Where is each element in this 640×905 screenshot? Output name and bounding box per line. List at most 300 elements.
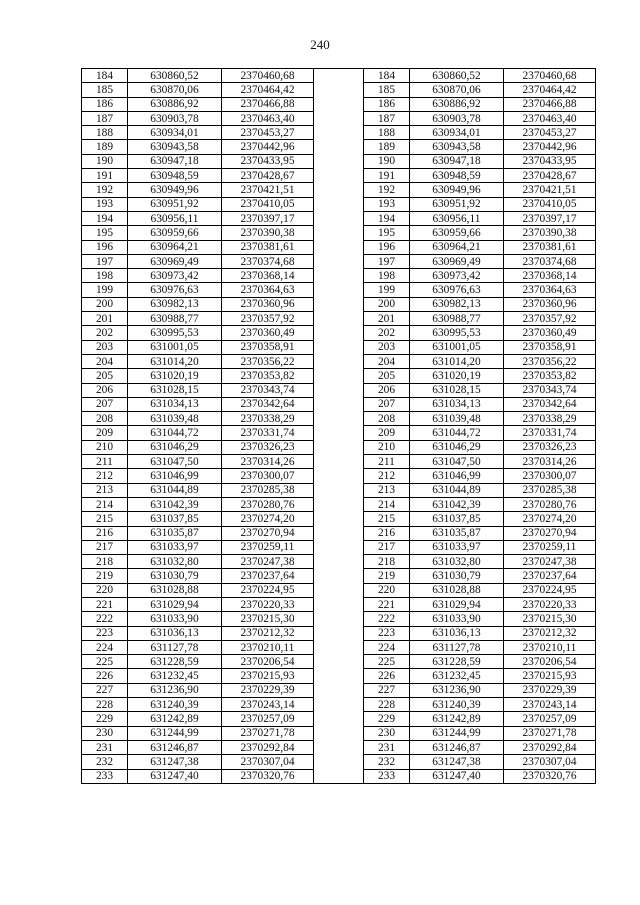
right-y-coordinate-cell: 2370421,51 — [504, 183, 596, 197]
left-x-coordinate-cell: 631034,13 — [128, 397, 222, 411]
right-y-coordinate-cell: 2370220,33 — [504, 597, 596, 611]
table-row — [82, 183, 596, 197]
column-gap — [314, 312, 364, 326]
right-point-number-cell: 188 — [364, 126, 410, 140]
left-y-coordinate-cell: 2370464,42 — [222, 83, 314, 97]
right-y-coordinate-cell: 2370442,96 — [504, 140, 596, 154]
left-point-number-cell: 215 — [82, 512, 128, 526]
left-y-coordinate-cell: 2370270,94 — [222, 526, 314, 540]
left-x-coordinate-cell: 630947,18 — [128, 154, 222, 168]
right-x-coordinate-cell: 631044,89 — [410, 483, 504, 497]
right-point-number-cell: 208 — [364, 412, 410, 426]
left-y-coordinate-cell: 2370460,68 — [222, 69, 314, 83]
right-y-coordinate-cell: 2370274,20 — [504, 512, 596, 526]
right-x-coordinate-cell: 630956,11 — [410, 211, 504, 225]
right-point-number-cell: 200 — [364, 297, 410, 311]
left-x-coordinate-cell: 630903,78 — [128, 111, 222, 125]
left-x-coordinate-cell: 630982,13 — [128, 297, 222, 311]
right-y-coordinate-cell: 2370212,32 — [504, 626, 596, 640]
left-y-coordinate-cell: 2370271,78 — [222, 726, 314, 740]
right-x-coordinate-cell: 631039,48 — [410, 412, 504, 426]
left-x-coordinate-cell: 630988,77 — [128, 312, 222, 326]
left-point-number-cell: 184 — [82, 69, 128, 83]
right-y-coordinate-cell: 2370357,92 — [504, 312, 596, 326]
right-x-coordinate-cell: 630969,49 — [410, 254, 504, 268]
right-point-number-cell: 189 — [364, 140, 410, 154]
left-x-coordinate-cell: 631028,88 — [128, 583, 222, 597]
left-point-number-cell: 213 — [82, 483, 128, 497]
left-point-number-cell: 204 — [82, 354, 128, 368]
right-y-coordinate-cell: 2370464,42 — [504, 83, 596, 97]
left-point-number-cell: 233 — [82, 769, 128, 783]
left-point-number-cell: 193 — [82, 197, 128, 211]
right-point-number-cell: 206 — [364, 383, 410, 397]
left-point-number-cell: 221 — [82, 597, 128, 611]
left-point-number-cell: 230 — [82, 726, 128, 740]
right-y-coordinate-cell: 2370215,30 — [504, 612, 596, 626]
left-y-coordinate-cell: 2370314,26 — [222, 455, 314, 469]
right-point-number-cell: 228 — [364, 698, 410, 712]
left-y-coordinate-cell: 2370220,33 — [222, 597, 314, 611]
table-row — [82, 483, 596, 497]
left-x-coordinate-cell: 631030,79 — [128, 569, 222, 583]
right-point-number-cell: 214 — [364, 497, 410, 511]
right-x-coordinate-cell: 631029,94 — [410, 597, 504, 611]
right-x-coordinate-cell: 631035,87 — [410, 526, 504, 540]
right-point-number-cell: 215 — [364, 512, 410, 526]
right-y-coordinate-cell: 2370343,74 — [504, 383, 596, 397]
left-y-coordinate-cell: 2370247,38 — [222, 555, 314, 569]
column-gap — [314, 455, 364, 469]
right-y-coordinate-cell: 2370463,40 — [504, 111, 596, 125]
right-x-coordinate-cell: 630988,77 — [410, 312, 504, 326]
table-row — [82, 469, 596, 483]
right-x-coordinate-cell: 631232,45 — [410, 669, 504, 683]
left-x-coordinate-cell: 631242,89 — [128, 712, 222, 726]
right-y-coordinate-cell: 2370466,88 — [504, 97, 596, 111]
right-y-coordinate-cell: 2370433,95 — [504, 154, 596, 168]
right-x-coordinate-cell: 631037,85 — [410, 512, 504, 526]
table-row — [82, 740, 596, 754]
left-y-coordinate-cell: 2370285,38 — [222, 483, 314, 497]
left-y-coordinate-cell: 2370243,14 — [222, 698, 314, 712]
right-point-number-cell: 231 — [364, 740, 410, 754]
right-y-coordinate-cell: 2370364,63 — [504, 283, 596, 297]
left-point-number-cell: 228 — [82, 698, 128, 712]
right-point-number-cell: 227 — [364, 683, 410, 697]
table-row — [82, 369, 596, 383]
left-point-number-cell: 218 — [82, 555, 128, 569]
right-y-coordinate-cell: 2370210,11 — [504, 640, 596, 654]
left-point-number-cell: 200 — [82, 297, 128, 311]
left-x-coordinate-cell: 631037,85 — [128, 512, 222, 526]
right-x-coordinate-cell: 631127,78 — [410, 640, 504, 654]
left-x-coordinate-cell: 631029,94 — [128, 597, 222, 611]
column-gap — [314, 97, 364, 111]
left-x-coordinate-cell: 630964,21 — [128, 240, 222, 254]
right-x-coordinate-cell: 630948,59 — [410, 169, 504, 183]
right-point-number-cell: 204 — [364, 354, 410, 368]
right-x-coordinate-cell: 630976,63 — [410, 283, 504, 297]
right-point-number-cell: 191 — [364, 169, 410, 183]
left-point-number-cell: 219 — [82, 569, 128, 583]
left-x-coordinate-cell: 630973,42 — [128, 269, 222, 283]
right-x-coordinate-cell: 631246,87 — [410, 740, 504, 754]
right-point-number-cell: 192 — [364, 183, 410, 197]
column-gap — [314, 340, 364, 354]
left-point-number-cell: 223 — [82, 626, 128, 640]
right-x-coordinate-cell: 631028,15 — [410, 383, 504, 397]
right-point-number-cell: 209 — [364, 426, 410, 440]
left-y-coordinate-cell: 2370215,93 — [222, 669, 314, 683]
left-point-number-cell: 224 — [82, 640, 128, 654]
column-gap — [314, 254, 364, 268]
left-x-coordinate-cell: 631244,99 — [128, 726, 222, 740]
right-point-number-cell: 197 — [364, 254, 410, 268]
column-gap — [314, 597, 364, 611]
right-y-coordinate-cell: 2370257,09 — [504, 712, 596, 726]
left-y-coordinate-cell: 2370343,74 — [222, 383, 314, 397]
left-y-coordinate-cell: 2370331,74 — [222, 426, 314, 440]
right-point-number-cell: 201 — [364, 312, 410, 326]
left-point-number-cell: 190 — [82, 154, 128, 168]
left-point-number-cell: 209 — [82, 426, 128, 440]
column-gap — [314, 683, 364, 697]
table-row — [82, 111, 596, 125]
right-x-coordinate-cell: 631047,50 — [410, 455, 504, 469]
right-point-number-cell: 230 — [364, 726, 410, 740]
right-point-number-cell: 186 — [364, 97, 410, 111]
left-y-coordinate-cell: 2370338,29 — [222, 412, 314, 426]
column-gap — [314, 240, 364, 254]
left-y-coordinate-cell: 2370210,11 — [222, 640, 314, 654]
left-y-coordinate-cell: 2370410,05 — [222, 197, 314, 211]
right-y-coordinate-cell: 2370374,68 — [504, 254, 596, 268]
right-x-coordinate-cell: 630903,78 — [410, 111, 504, 125]
left-point-number-cell: 226 — [82, 669, 128, 683]
left-x-coordinate-cell: 631044,89 — [128, 483, 222, 497]
column-gap — [314, 154, 364, 168]
right-x-coordinate-cell: 631014,20 — [410, 354, 504, 368]
left-y-coordinate-cell: 2370215,30 — [222, 612, 314, 626]
column-gap — [314, 640, 364, 654]
left-point-number-cell: 225 — [82, 655, 128, 669]
right-x-coordinate-cell: 631244,99 — [410, 726, 504, 740]
left-y-coordinate-cell: 2370206,54 — [222, 655, 314, 669]
right-point-number-cell: 194 — [364, 211, 410, 225]
left-point-number-cell: 188 — [82, 126, 128, 140]
right-y-coordinate-cell: 2370353,82 — [504, 369, 596, 383]
table-row — [82, 655, 596, 669]
column-gap — [314, 555, 364, 569]
right-point-number-cell: 225 — [364, 655, 410, 669]
left-y-coordinate-cell: 2370259,11 — [222, 540, 314, 554]
left-x-coordinate-cell: 631127,78 — [128, 640, 222, 654]
right-point-number-cell: 232 — [364, 755, 410, 769]
left-x-coordinate-cell: 631033,90 — [128, 612, 222, 626]
column-gap — [314, 412, 364, 426]
left-y-coordinate-cell: 2370466,88 — [222, 97, 314, 111]
left-x-coordinate-cell: 631047,50 — [128, 455, 222, 469]
left-point-number-cell: 205 — [82, 369, 128, 383]
right-point-number-cell: 212 — [364, 469, 410, 483]
left-x-coordinate-cell: 631036,13 — [128, 626, 222, 640]
right-y-coordinate-cell: 2370237,64 — [504, 569, 596, 583]
table-row — [82, 354, 596, 368]
table-row — [82, 211, 596, 225]
table-row — [82, 397, 596, 411]
left-y-coordinate-cell: 2370307,04 — [222, 755, 314, 769]
right-y-coordinate-cell: 2370326,23 — [504, 440, 596, 454]
left-y-coordinate-cell: 2370360,96 — [222, 297, 314, 311]
left-x-coordinate-cell: 630870,06 — [128, 83, 222, 97]
right-y-coordinate-cell: 2370270,94 — [504, 526, 596, 540]
left-x-coordinate-cell: 630948,59 — [128, 169, 222, 183]
right-point-number-cell: 222 — [364, 612, 410, 626]
right-x-coordinate-cell: 631020,19 — [410, 369, 504, 383]
left-x-coordinate-cell: 630959,66 — [128, 226, 222, 240]
right-y-coordinate-cell: 2370243,14 — [504, 698, 596, 712]
right-x-coordinate-cell: 631236,90 — [410, 683, 504, 697]
column-gap — [314, 69, 364, 83]
right-x-coordinate-cell: 630947,18 — [410, 154, 504, 168]
left-x-coordinate-cell: 631046,99 — [128, 469, 222, 483]
left-y-coordinate-cell: 2370433,95 — [222, 154, 314, 168]
column-gap — [314, 483, 364, 497]
table-row — [82, 669, 596, 683]
left-y-coordinate-cell: 2370397,17 — [222, 211, 314, 225]
left-y-coordinate-cell: 2370274,20 — [222, 512, 314, 526]
table-row — [82, 269, 596, 283]
right-x-coordinate-cell: 631032,80 — [410, 555, 504, 569]
table-row — [82, 383, 596, 397]
left-x-coordinate-cell: 631247,38 — [128, 755, 222, 769]
right-x-coordinate-cell: 630860,52 — [410, 69, 504, 83]
table-row — [82, 240, 596, 254]
right-x-coordinate-cell: 631228,59 — [410, 655, 504, 669]
left-y-coordinate-cell: 2370326,23 — [222, 440, 314, 454]
right-point-number-cell: 220 — [364, 583, 410, 597]
right-x-coordinate-cell: 631042,39 — [410, 497, 504, 511]
left-y-coordinate-cell: 2370292,84 — [222, 740, 314, 754]
left-x-coordinate-cell: 631228,59 — [128, 655, 222, 669]
table-row — [82, 97, 596, 111]
right-point-number-cell: 198 — [364, 269, 410, 283]
left-point-number-cell: 203 — [82, 340, 128, 354]
right-y-coordinate-cell: 2370368,14 — [504, 269, 596, 283]
right-point-number-cell: 233 — [364, 769, 410, 783]
right-point-number-cell: 217 — [364, 540, 410, 554]
right-x-coordinate-cell: 630982,13 — [410, 297, 504, 311]
left-x-coordinate-cell: 630886,92 — [128, 97, 222, 111]
right-y-coordinate-cell: 2370390,38 — [504, 226, 596, 240]
left-point-number-cell: 195 — [82, 226, 128, 240]
left-point-number-cell: 187 — [82, 111, 128, 125]
right-y-coordinate-cell: 2370397,17 — [504, 211, 596, 225]
right-y-coordinate-cell: 2370453,27 — [504, 126, 596, 140]
column-gap — [314, 526, 364, 540]
right-y-coordinate-cell: 2370360,49 — [504, 326, 596, 340]
left-x-coordinate-cell: 631014,20 — [128, 354, 222, 368]
column-gap — [314, 655, 364, 669]
left-point-number-cell: 232 — [82, 755, 128, 769]
left-point-number-cell: 191 — [82, 169, 128, 183]
right-point-number-cell: 218 — [364, 555, 410, 569]
right-x-coordinate-cell: 631033,90 — [410, 612, 504, 626]
table-row — [82, 726, 596, 740]
column-gap — [314, 397, 364, 411]
coordinate-table-body — [82, 69, 596, 784]
table-row — [82, 555, 596, 569]
left-point-number-cell: 210 — [82, 440, 128, 454]
left-y-coordinate-cell: 2370421,51 — [222, 183, 314, 197]
right-x-coordinate-cell: 631240,39 — [410, 698, 504, 712]
left-x-coordinate-cell: 631232,45 — [128, 669, 222, 683]
right-x-coordinate-cell: 631034,13 — [410, 397, 504, 411]
column-gap — [314, 497, 364, 511]
left-y-coordinate-cell: 2370342,64 — [222, 397, 314, 411]
right-point-number-cell: 224 — [364, 640, 410, 654]
column-gap — [314, 612, 364, 626]
left-point-number-cell: 201 — [82, 312, 128, 326]
left-point-number-cell: 229 — [82, 712, 128, 726]
left-point-number-cell: 212 — [82, 469, 128, 483]
table-row — [82, 597, 596, 611]
right-y-coordinate-cell: 2370320,76 — [504, 769, 596, 783]
column-gap — [314, 169, 364, 183]
left-y-coordinate-cell: 2370381,61 — [222, 240, 314, 254]
left-x-coordinate-cell: 631032,80 — [128, 555, 222, 569]
right-point-number-cell: 202 — [364, 326, 410, 340]
left-point-number-cell: 197 — [82, 254, 128, 268]
table-row — [82, 540, 596, 554]
right-y-coordinate-cell: 2370410,05 — [504, 197, 596, 211]
column-gap — [314, 726, 364, 740]
left-point-number-cell: 206 — [82, 383, 128, 397]
table-row — [82, 197, 596, 211]
left-point-number-cell: 217 — [82, 540, 128, 554]
column-gap — [314, 183, 364, 197]
left-point-number-cell: 186 — [82, 97, 128, 111]
right-y-coordinate-cell: 2370292,84 — [504, 740, 596, 754]
right-point-number-cell: 223 — [364, 626, 410, 640]
column-gap — [314, 354, 364, 368]
table-row — [82, 254, 596, 268]
left-y-coordinate-cell: 2370320,76 — [222, 769, 314, 783]
right-y-coordinate-cell: 2370381,61 — [504, 240, 596, 254]
right-x-coordinate-cell: 631247,38 — [410, 755, 504, 769]
column-gap — [314, 512, 364, 526]
left-y-coordinate-cell: 2370442,96 — [222, 140, 314, 154]
left-x-coordinate-cell: 630969,49 — [128, 254, 222, 268]
left-y-coordinate-cell: 2370224,95 — [222, 583, 314, 597]
table-row — [82, 69, 596, 83]
right-x-coordinate-cell: 630870,06 — [410, 83, 504, 97]
right-y-coordinate-cell: 2370428,67 — [504, 169, 596, 183]
left-point-number-cell: 208 — [82, 412, 128, 426]
right-point-number-cell: 207 — [364, 397, 410, 411]
left-point-number-cell: 222 — [82, 612, 128, 626]
left-point-number-cell: 227 — [82, 683, 128, 697]
table-row — [82, 455, 596, 469]
right-y-coordinate-cell: 2370215,93 — [504, 669, 596, 683]
left-y-coordinate-cell: 2370453,27 — [222, 126, 314, 140]
right-x-coordinate-cell: 631046,99 — [410, 469, 504, 483]
right-point-number-cell: 199 — [364, 283, 410, 297]
right-point-number-cell: 219 — [364, 569, 410, 583]
right-x-coordinate-cell: 631036,13 — [410, 626, 504, 640]
left-x-coordinate-cell: 630860,52 — [128, 69, 222, 83]
left-point-number-cell: 231 — [82, 740, 128, 754]
left-x-coordinate-cell: 631039,48 — [128, 412, 222, 426]
right-point-number-cell: 196 — [364, 240, 410, 254]
page-number: 240 — [310, 37, 330, 52]
left-x-coordinate-cell: 630951,92 — [128, 197, 222, 211]
left-point-number-cell: 199 — [82, 283, 128, 297]
right-point-number-cell: 229 — [364, 712, 410, 726]
right-x-coordinate-cell: 631242,89 — [410, 712, 504, 726]
left-x-coordinate-cell: 631020,19 — [128, 369, 222, 383]
right-point-number-cell: 226 — [364, 669, 410, 683]
right-y-coordinate-cell: 2370460,68 — [504, 69, 596, 83]
right-y-coordinate-cell: 2370229,39 — [504, 683, 596, 697]
right-point-number-cell: 195 — [364, 226, 410, 240]
column-gap — [314, 83, 364, 97]
column-gap — [314, 440, 364, 454]
column-gap — [314, 540, 364, 554]
right-point-number-cell: 211 — [364, 455, 410, 469]
table-row — [82, 769, 596, 783]
left-point-number-cell: 194 — [82, 211, 128, 225]
right-y-coordinate-cell: 2370342,64 — [504, 397, 596, 411]
table-row — [82, 440, 596, 454]
column-gap — [314, 226, 364, 240]
left-point-number-cell: 207 — [82, 397, 128, 411]
left-x-coordinate-cell: 631001,05 — [128, 340, 222, 354]
left-point-number-cell: 211 — [82, 455, 128, 469]
left-y-coordinate-cell: 2370237,64 — [222, 569, 314, 583]
left-x-coordinate-cell: 631236,90 — [128, 683, 222, 697]
table-row — [82, 512, 596, 526]
table-row — [82, 340, 596, 354]
right-y-coordinate-cell: 2370300,07 — [504, 469, 596, 483]
right-x-coordinate-cell: 630995,53 — [410, 326, 504, 340]
coordinate-table — [81, 68, 596, 784]
right-point-number-cell: 193 — [364, 197, 410, 211]
left-y-coordinate-cell: 2370212,32 — [222, 626, 314, 640]
left-y-coordinate-cell: 2370374,68 — [222, 254, 314, 268]
table-row — [82, 526, 596, 540]
right-x-coordinate-cell: 631044,72 — [410, 426, 504, 440]
left-point-number-cell: 192 — [82, 183, 128, 197]
right-point-number-cell: 213 — [364, 483, 410, 497]
table-row — [82, 140, 596, 154]
right-y-coordinate-cell: 2370338,29 — [504, 412, 596, 426]
table-row — [82, 226, 596, 240]
left-y-coordinate-cell: 2370280,76 — [222, 497, 314, 511]
table-row — [82, 426, 596, 440]
left-y-coordinate-cell: 2370368,14 — [222, 269, 314, 283]
right-y-coordinate-cell: 2370358,91 — [504, 340, 596, 354]
right-y-coordinate-cell: 2370285,38 — [504, 483, 596, 497]
table-row — [82, 583, 596, 597]
right-point-number-cell: 205 — [364, 369, 410, 383]
table-row — [82, 412, 596, 426]
table-row — [82, 698, 596, 712]
column-gap — [314, 140, 364, 154]
table-row — [82, 712, 596, 726]
column-gap — [314, 211, 364, 225]
